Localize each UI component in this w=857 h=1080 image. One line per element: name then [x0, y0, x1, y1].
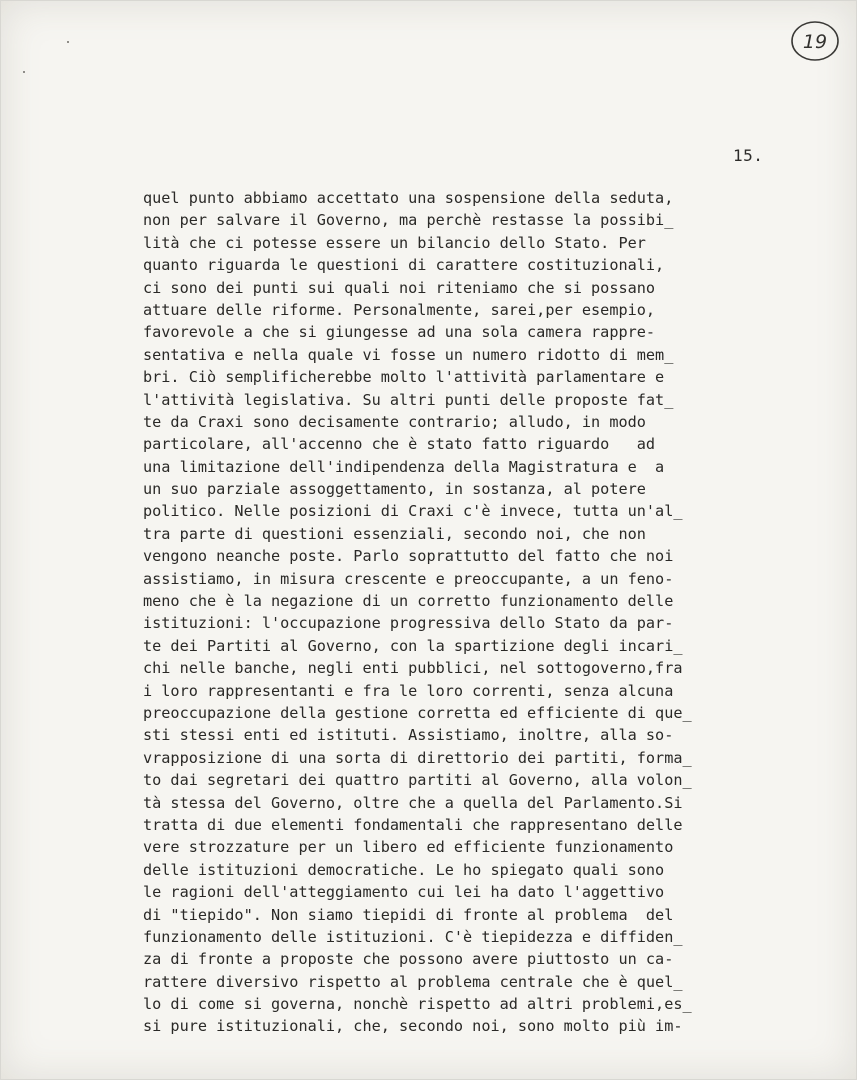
text-line: di "tiepido". Non siamo tiepidi di fronte al problema del [143, 905, 674, 924]
text-line: za di fronte a proposte che possono avere piuttosto un ca- [143, 950, 674, 969]
text-line: ci sono dei punti sui quali noi riteniamo che si possano [143, 278, 656, 297]
text-line: particolare, all'accenno che è stato fatto riguardo ad [143, 435, 656, 454]
text-line: l'attività legislativa. Su altri punti delle proposte fat̲ [143, 390, 674, 409]
archive-number-text: 19 [802, 31, 828, 53]
text-line: funzionamento delle istituzioni. C'è tiepidezza e diffiden̲ [143, 927, 683, 946]
text-line: istituzioni: l'occupazione progressiva dello Stato da par- [143, 614, 674, 633]
text-line: te da Craxi sono decisamente contrario; alludo, in modo [143, 412, 646, 431]
text-line: quanto riguarda le questioni di carattere costituzionali, [143, 256, 665, 275]
text-line: tà stessa del Governo, oltre che a quella del Parlamento.Si [143, 793, 683, 812]
text-line: politico. Nelle posizioni di Craxi c'è invece, tutta un'al̲ [143, 502, 683, 521]
text-line: vere strozzature per un libero ed efficiente funzionamento [143, 838, 674, 857]
text-line: vrapposizione di una sorta di direttorio dei partiti, forma̲ [143, 748, 692, 767]
body-text [143, 187, 783, 1038]
text-line: tratta di due elementi fondamentali che rappresentano delle [143, 815, 683, 834]
text-line: vengono neanche poste. Parlo soprattutto del fatto che noi [143, 547, 674, 566]
text-line: bri. Ciò semplificherebbe molto l'attività parlamentare e [143, 368, 665, 387]
text-line: le ragioni dell'atteggiamento cui lei ha dato l'aggettivo [143, 883, 665, 902]
text-line: una limitazione dell'indipendenza della Magistratura e a [143, 457, 665, 476]
text-line: tra parte di questioni essenziali, secondo noi, che non [143, 524, 646, 543]
page-number: 15. [733, 146, 764, 165]
text-line: quel punto abbiamo accettato una sospensione della seduta, [143, 189, 674, 207]
scan-speck [23, 71, 25, 73]
text-line: attuare delle riforme. Personalmente, sarei,per esempio, [143, 300, 656, 319]
text-line: preoccupazione della gestione corretta ed efficiente di que̲ [143, 703, 692, 722]
text-line: favorevole a che si giungesse ad una sola camera rappre- [143, 323, 656, 342]
text-line: un suo parziale assoggettamento, in sostanza, al potere [143, 480, 646, 499]
text-line: to dai segretari dei quattro partiti al Governo, alla volon̲ [143, 771, 692, 790]
typewritten-page [1, 1, 856, 1079]
text-line: delle istituzioni democratiche. Le ho spiegato quali sono [143, 860, 665, 879]
text-line: lità che ci potesse essere un bilancio dello Stato. Per [143, 233, 646, 252]
text-line: si pure istituzionali, che, secondo noi, sono molto più im- [143, 1017, 683, 1036]
text-line: sti stessi enti ed istituti. Assistiamo, inoltre, alla so- [143, 726, 674, 745]
text-line: assistiamo, in misura crescente e preoccupante, a un feno- [143, 569, 674, 588]
text-line: chi nelle banche, negli enti pubblici, nel sottogoverno,fra [143, 659, 683, 678]
text-line: non per salvare il Governo, ma perchè restasse la possibi̲ [143, 211, 674, 230]
archive-page-number-stamp [789, 19, 841, 63]
scan-speck [67, 41, 69, 43]
text-line: lo di come si governa, nonchè rispetto ad altri problemi,es̲ [143, 995, 692, 1014]
text-line: i loro rappresentanti e fra le loro correnti, senza alcuna [143, 681, 674, 700]
text-line: rattere diversivo rispetto al problema centrale che è quel̲ [143, 972, 683, 991]
text-line: sentativa e nella quale vi fosse un numero ridotto di mem̲ [143, 345, 674, 364]
text-line: te dei Partiti al Governo, con la spartizione degli incari̲ [143, 636, 683, 655]
text-line: meno che è la negazione di un corretto funzionamento delle [143, 592, 674, 611]
